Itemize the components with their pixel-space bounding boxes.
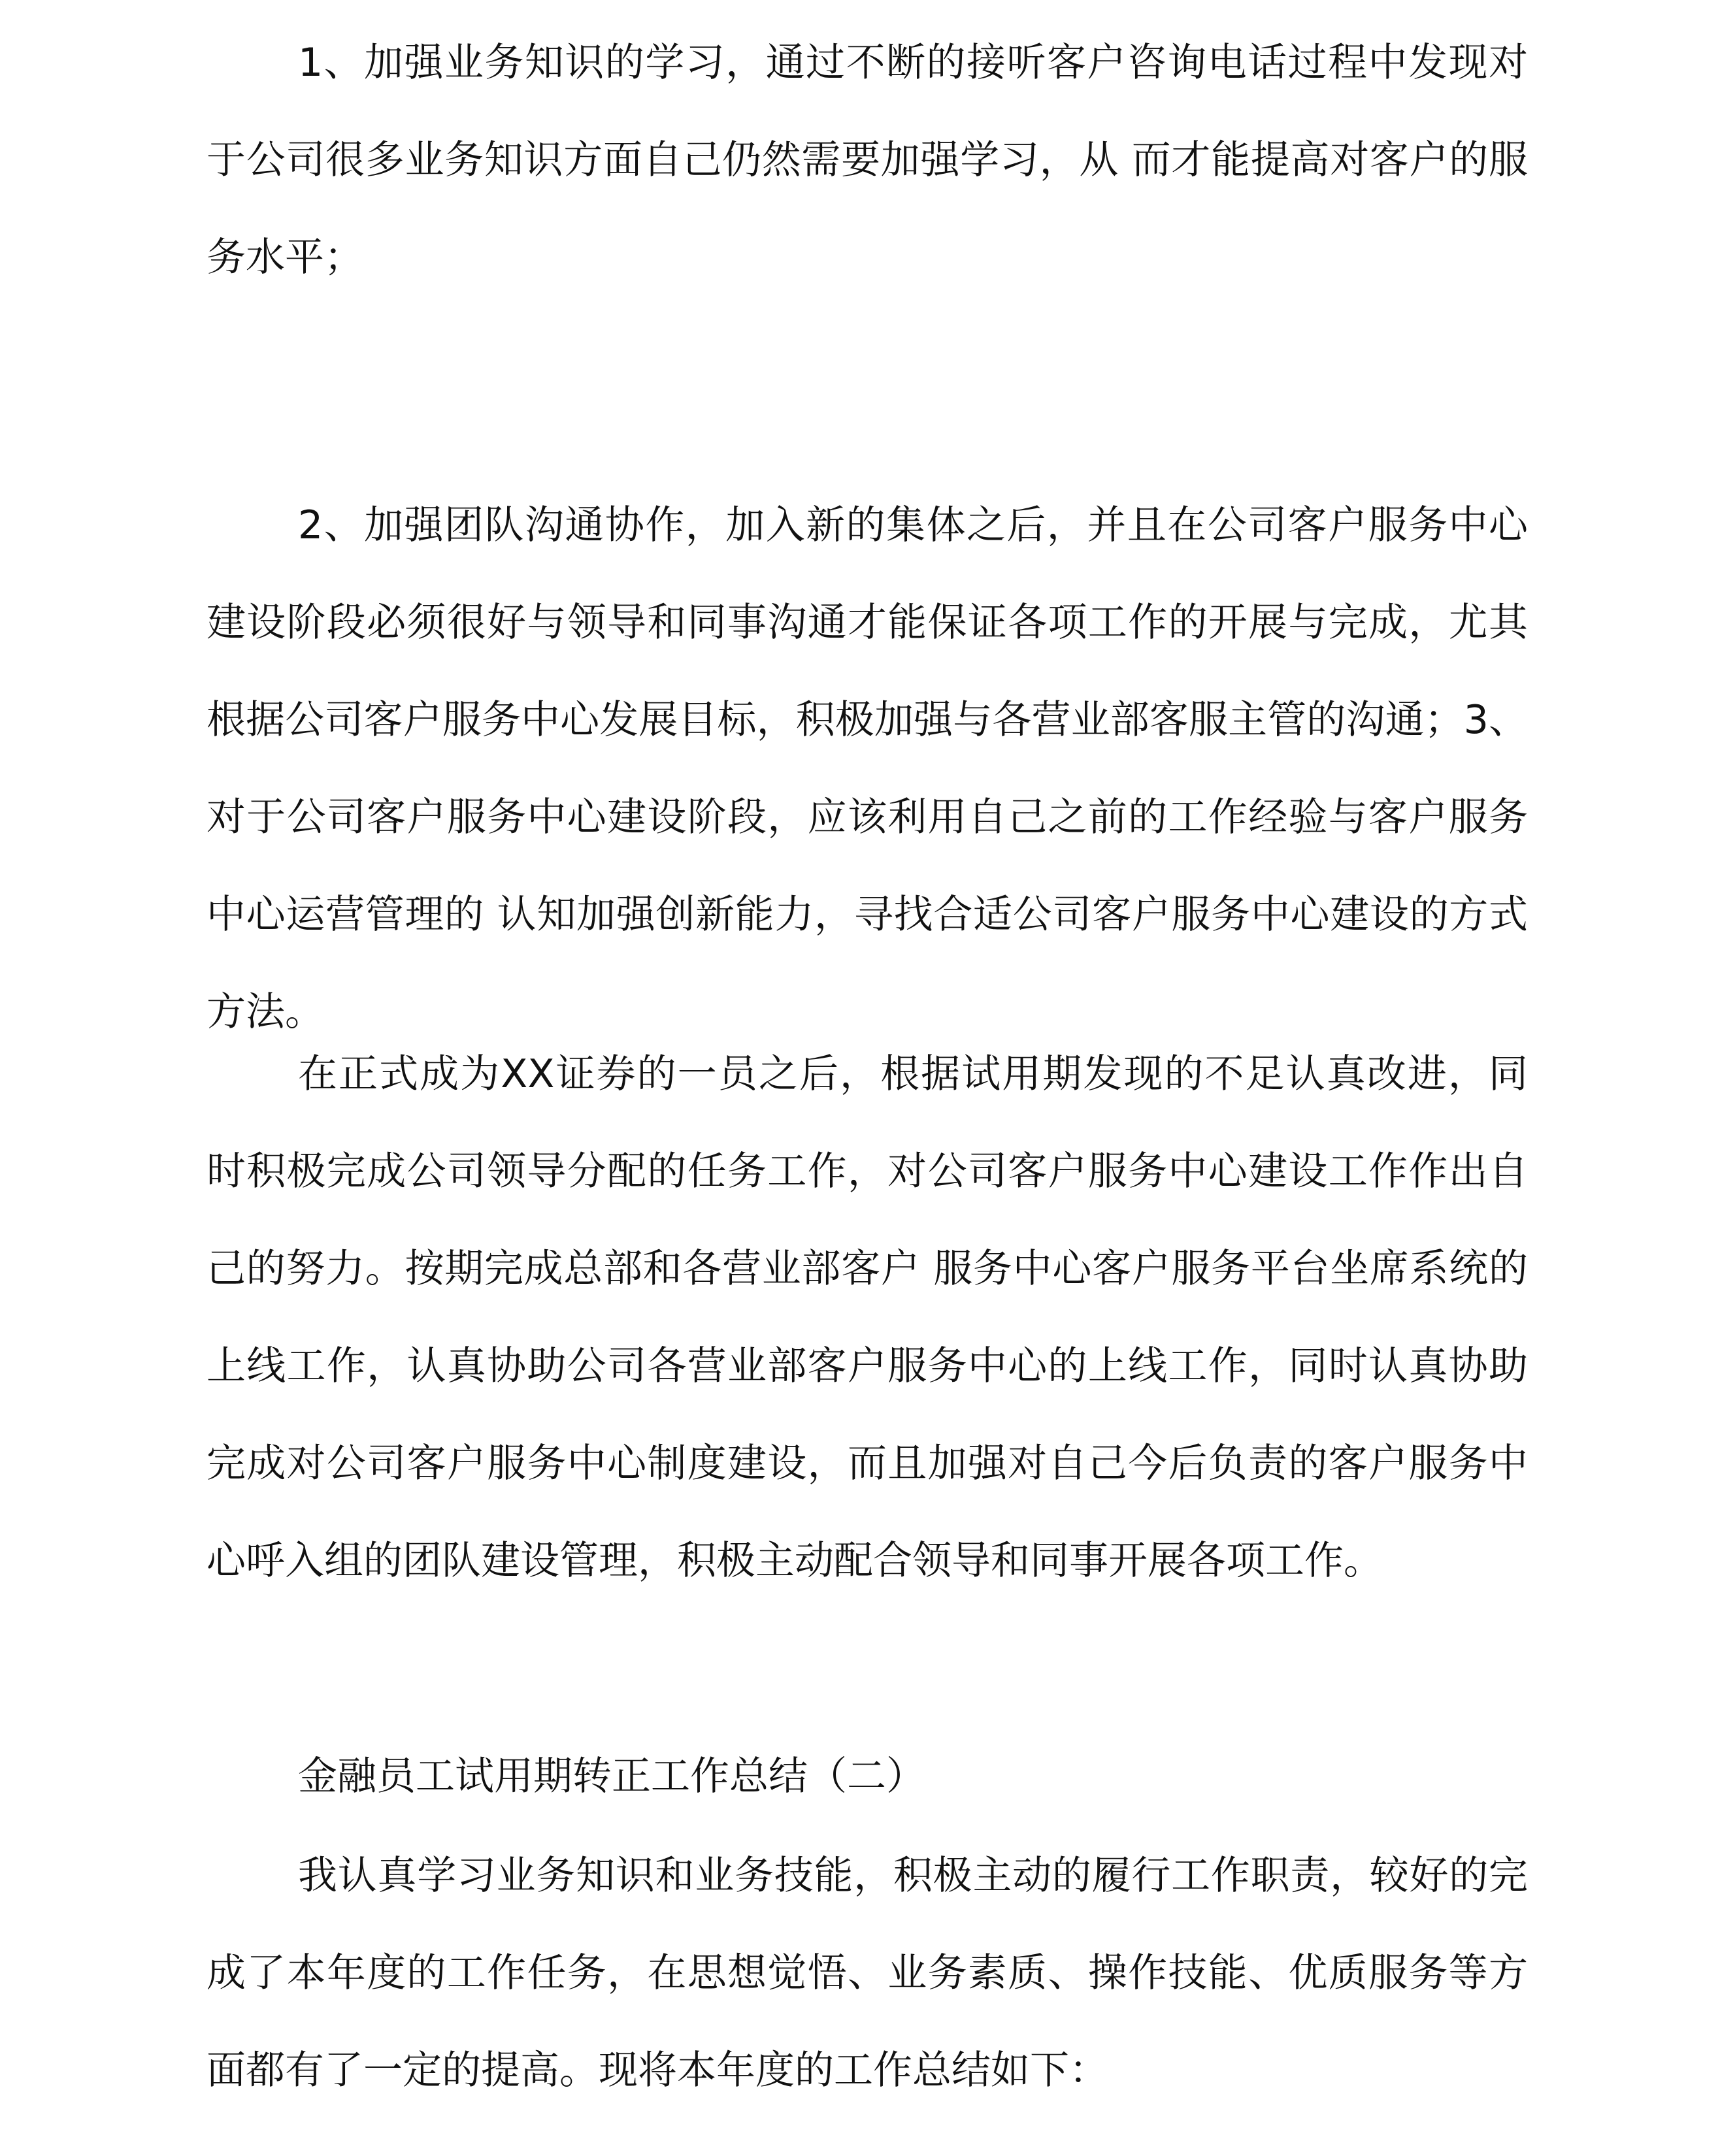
paragraph-1: 1、加强业务知识的学习，通过不断的接听客户咨询电话过程中发现对于公司很多业务知识方面自己仍然需要加强学习，从 而才能提高对客户的服务水平；: [207, 40, 1528, 280]
paragraph-4: 我认真学习业务知识和业务技能，积极主动的履行工作职责，较好的完成了本年度的工作任务，在思想觉悟、业务素质、操作技能、优质服务等方面都有了一定的提高。现将本年度的工作总结如下：: [207, 1853, 1528, 2093]
paragraph-3: 在正式成为XX证券的一员之后，根据试用期发现的不足认真改进，同时积极完成公司领导分配的任务工作，对公司客户服务中心建设工作作出自己的努力。按期完成总部和各营业部客户 服务中心客户服务平台坐席系统的上线工作，认真协助公司各营业部客户服务中心的上线工作，同时认真协助完成对公司客户服务中心制度建设，而且加强对自己今后负责的客户服务中心呼入组的团队建设管理，积极主动配合领导和同事开展各项工作。: [207, 1051, 1528, 1584]
section-heading: 金融员工试用期转正工作总结（二）: [298, 1754, 925, 1799]
paragraph-2: 2、加强团队沟通协作，加入新的集体之后，并且在公司客户服务中心建设阶段必须很好与领导和同事沟通才能保证各项工作的开展与完成，尤其根据公司客户服务中心发展目标，积极加强与各营业部客服主管的沟通；3、对于公司客户服务中心建设阶段，应该利用自己之前的工作经验与客户服务中心运营管理的 认知加强创新能力，寻找合适公司客户服务中心建设的方式方法。: [207, 502, 1528, 1035]
